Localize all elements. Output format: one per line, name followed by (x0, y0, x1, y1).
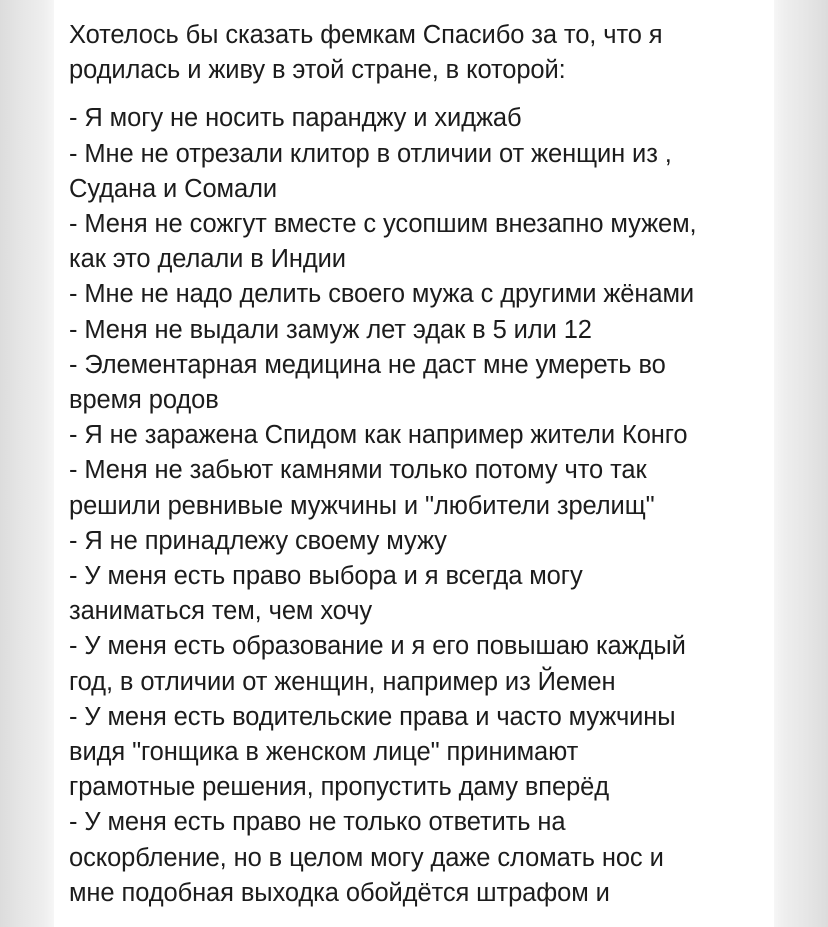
text-line: Хотелось бы сказать фемкам Спасибо за то, что я (69, 21, 663, 49)
post-intro (69, 18, 766, 88)
text-line: Судана и Сомали (69, 174, 277, 203)
text-line: оскорбление, но в целом могу даже сломать нос и (69, 843, 664, 872)
text-line: решили ревнивые мужчины и "любители зрелищ" (69, 491, 655, 520)
text-line: заниматься тем, чем хочу (69, 597, 373, 626)
post-list (69, 101, 766, 911)
text-line: - Мне не отрезали клитор в отличии от женщин из , (69, 139, 672, 168)
text-line: как это делали в Индии (69, 245, 346, 274)
post-text[interactable] (69, 18, 766, 911)
text-line: время родов (69, 386, 219, 415)
text-line: - Элементарная медицина не даст мне умереть во (69, 350, 666, 379)
text-line: - Мне не надо делить своего мужа с другими жёнами (69, 280, 695, 309)
text-line: родилась и живу в этой стране, в которой: (69, 56, 566, 85)
text-line: грамотные решения, пропустить даму вперёд (69, 773, 610, 802)
text-line: - У меня есть водительские права и часто мужчины (69, 702, 676, 731)
text-line: - Я не принадлежу своему мужу (69, 526, 447, 555)
text-line: - Меня не выдали замуж лет эдак в 5 или 12 (69, 315, 592, 344)
right-margin (774, 0, 828, 927)
text-line: - У меня есть право выбора и я всегда могу (69, 562, 583, 591)
text-line: - У меня есть право не только ответить на (69, 808, 566, 837)
post-card (54, 0, 774, 927)
left-margin (0, 0, 54, 927)
text-line: видя "гонщика в женском лице" принимают (69, 738, 579, 767)
text-line: год, в отличии от женщин, например из Йемен (69, 667, 616, 696)
text-line: - Я могу не носить паранджу и хиджаб (69, 104, 522, 133)
text-line: - Я не заражена Спидом как например жители Конго (69, 421, 688, 450)
text-line: - У меня есть образование и я его повышаю каждый (69, 632, 686, 661)
text-line: - Меня не сожгут вместе с усопшим внезапно мужем, (69, 210, 697, 239)
text-line: - Меня не забьют камнями только потому что так (69, 456, 647, 485)
text-line: мне подобная выходка обойдётся штрафом и (69, 878, 610, 907)
